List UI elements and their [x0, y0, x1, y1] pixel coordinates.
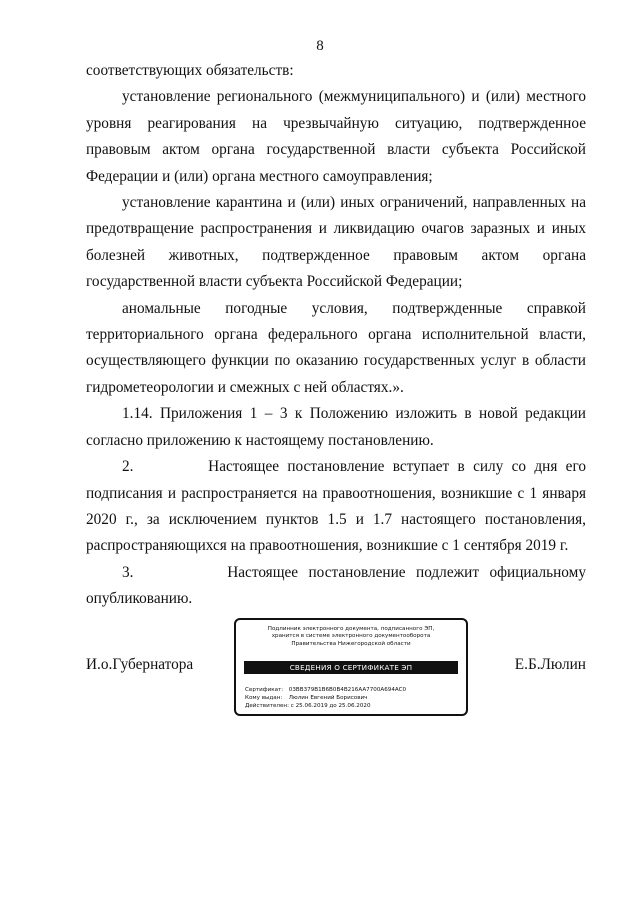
- paragraph-quarantine: установление карантина и (или) иных ограничений, направленных на предотвращение распространения и ликвидацию очагов заразных и иных болезней животных, подтвержденное правовым актом органа государственной власти субъекта Российской Федерации;: [86, 194, 586, 291]
- validity-value: с 25.06.2019 до 25.06.2020: [290, 703, 371, 709]
- paragraph-emergency-level: установление регионального (межмуниципального) и (или) местного уровня реагирования на чрезвычайную ситуацию, подтвержденное правовым актом органа государственной власти субъекта Российской Федерации и (или) органа местного самоуправления;: [86, 88, 586, 185]
- stamp-note-line: хранится в системе электронного документооборота: [271, 633, 431, 640]
- issued-to-value: Люлин Евгений Борисович: [288, 695, 368, 701]
- document-body: [86, 58, 586, 613]
- signatory-title: И.о.Губернатора: [86, 656, 194, 673]
- page-number: 8: [316, 38, 324, 54]
- issued-to-row: [245, 694, 461, 702]
- validity-label: Действителен:: [245, 703, 289, 709]
- electronic-signature-stamp: [234, 618, 468, 716]
- paragraph-weather: аномальные погодные условия, подтвержденные справкой территориального органа федерального органа исполнительной власти, осуществляющего функции по оказанию государственных услуг в области гидрометеорологии и смежных с ней областях.».: [86, 299, 586, 396]
- certificate-row: [245, 686, 461, 694]
- paragraph-item-3: 3. Настоящее постановление подлежит официальному опубликованию.: [86, 563, 586, 608]
- stamp-note-line: Правительства Нижегородской области: [291, 640, 411, 647]
- issued-to-label: Кому выдан:: [245, 695, 283, 701]
- stamp-note: [236, 626, 466, 648]
- paragraph-continuation: соответствующих обязательств:: [86, 62, 294, 79]
- signatory-name: Е.Б.Люлин: [514, 656, 586, 673]
- certificate-label: Сертификат:: [245, 687, 284, 693]
- stamp-note-line: Подлинник электронного документа, подписанного ЭП,: [267, 626, 435, 632]
- paragraph-item-2: 2. Настоящее постановление вступает в силу со дня его подписания и распространяется на правоотношения, возникшие с 1 января 2020 г., за исключением пунктов 1.5 и 1.7 настоящего постановления, распространяющихся на правоотношения, возникшие с 1 сентября 2019 г.: [86, 458, 586, 555]
- paragraph-item-1-14: 1.14. Приложения 1 – 3 к Положению изложить в новой редакции согласно приложению к настоящему постановлению.: [86, 405, 586, 449]
- certificate-info-band: СВЕДЕНИЯ О СЕРТИФИКАТЕ ЭП: [244, 661, 458, 674]
- validity-row: [245, 702, 461, 710]
- certificate-details: [245, 686, 461, 710]
- certificate-value: 03BB379B1B6B0B4B216AA7700A694AC0: [288, 687, 407, 693]
